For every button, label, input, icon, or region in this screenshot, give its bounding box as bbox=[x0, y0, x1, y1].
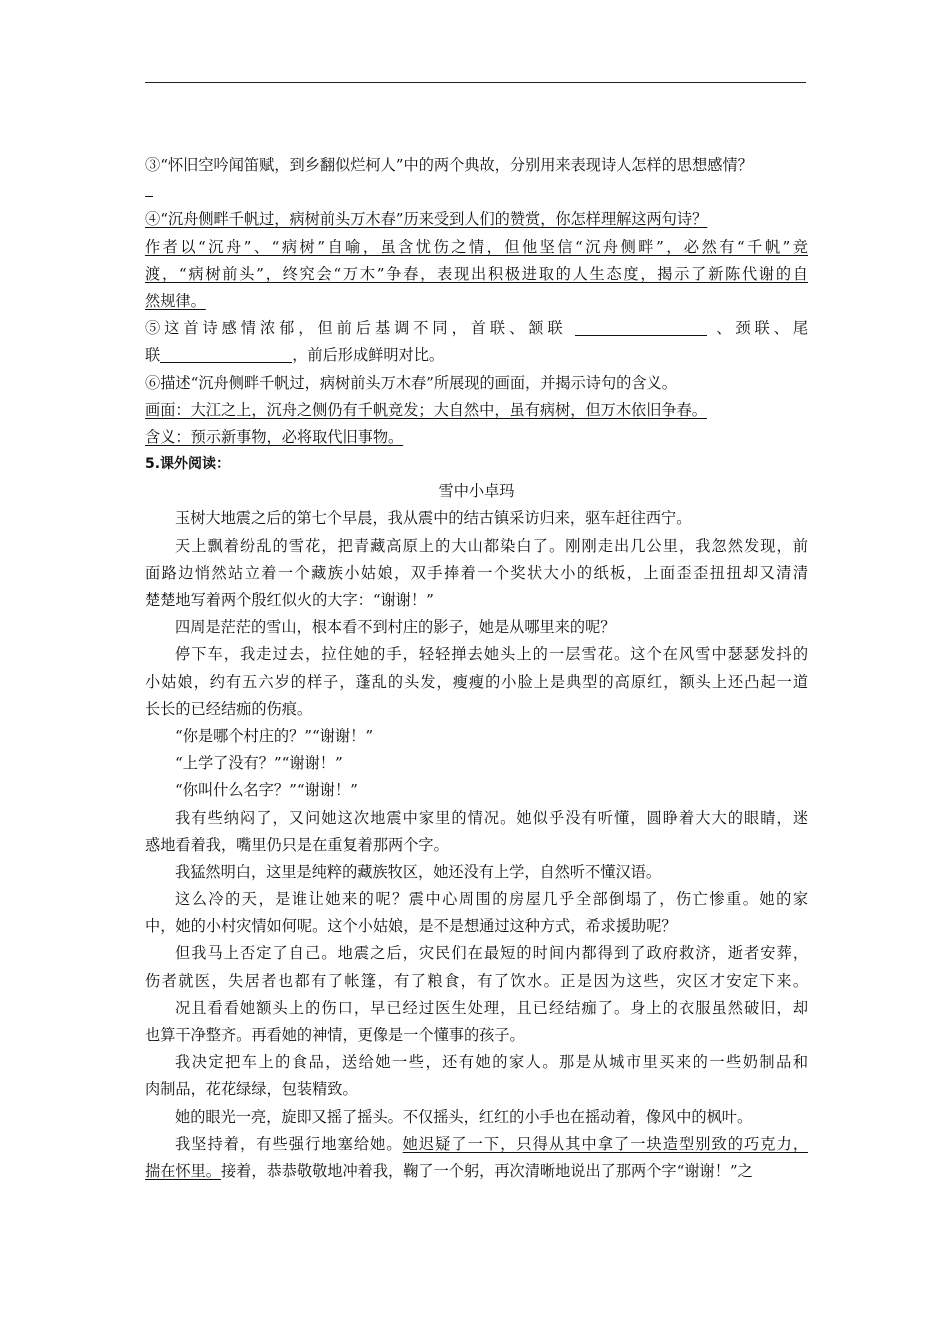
document-body bbox=[145, 152, 808, 1185]
question-5-text: 联 bbox=[145, 346, 161, 365]
story-text: 我坚持着，有些强行地塞给她。 bbox=[175, 1134, 403, 1153]
story-line: “你是哪个村庄的？”“谢谢！” bbox=[175, 726, 374, 745]
story-line: 她的眼光一亮，旋即又摇了摇头。不仅摇头，红红的小手也在摇动着，像风中的枫叶。 bbox=[175, 1107, 753, 1126]
question-4: ④“沉舟侧畔千帆过，病树前头万木春”历来受到人们的赞赏，你怎样理解这两句诗？ bbox=[145, 210, 708, 229]
question-6: ⑥描述“沉舟侧畔千帆过，病树前头万木春”所展现的画面，并揭示诗句的含义。 bbox=[145, 373, 677, 392]
section-heading: 5.课外阅读： bbox=[145, 456, 231, 473]
story-line: 伤者就医，失居者也都有了帐篷，有了粮食，有了饮水。正是因为这些，灾区才安定下来。 bbox=[145, 971, 808, 990]
story-line: 玉树大地震之后的第七个早晨，我从震中的结古镇采访归来，驱车赶往西宁。 bbox=[175, 509, 692, 528]
story-line bbox=[145, 1158, 808, 1185]
story-line: 面路边悄然站立着一个藏族小姑娘，双手捧着一个奖状大小的纸板，上面歪歪扭扭却又清清 bbox=[145, 563, 808, 582]
text-cursor[interactable] bbox=[145, 186, 153, 197]
header-rule bbox=[145, 82, 806, 83]
question-3: ③“怀旧空吟闻笛赋，到乡翻似烂柯人”中的两个典故，分别用来表现诗人怎样的思想感情？ bbox=[145, 156, 753, 174]
story-line: 惑地看着我，嘴里仍只是在重复着那两个字。 bbox=[145, 835, 449, 854]
answer-4-line: 然规律。 bbox=[145, 291, 206, 310]
story-line: 但我马上否定了自己。地震之后，灾民们在最短的时间内都得到了政府救济，逝者安葬， bbox=[175, 944, 808, 963]
answer-6-picture: 画面：大江之上，沉舟之侧仍有千帆竞发；大自然中，虽有病树，但万木依旧争春。 bbox=[145, 400, 707, 419]
story-line: 长长的已经结痂的伤痕。 bbox=[145, 699, 313, 718]
question-5-line bbox=[145, 315, 808, 342]
question-5-text: 、颈联、尾 bbox=[716, 319, 809, 338]
answer-6-meaning: 含义：预示新事物，必将取代旧事物。 bbox=[145, 427, 404, 446]
story-line: 也算干净整齐。再看她的神情，更像是一个懂事的孩子。 bbox=[145, 1026, 525, 1044]
story-line: 小姑娘，约有五六岁的样子，蓬乱的头发，瘦瘦的小脸上是典型的高原红，额头上还凸起一道 bbox=[145, 672, 808, 691]
story-body bbox=[145, 505, 808, 1130]
story-line: 四周是茫茫的雪山，根本看不到村庄的影子，她是从哪里来的呢？ bbox=[175, 618, 616, 637]
story-line: 肉制品，花花绿绿，包装精致。 bbox=[145, 1080, 358, 1099]
story-line: 中，她的小村灾情如何呢。这个小姑娘，是不是想通过这种方式，希求援助呢？ bbox=[145, 917, 677, 936]
story-text-underlined: 她迟疑了一下，只得从其中拿了一块造型别致的巧克力， bbox=[402, 1134, 809, 1153]
story-line: 我猛然明白，这里是纯粹的藏族牧区，她还没有上学，自然听不懂汉语。 bbox=[175, 862, 661, 881]
story-line: 天上飘着纷乱的雪花，把青藏高原上的大山都染白了。刚刚走出几公里，我忽然发现，前 bbox=[175, 536, 808, 555]
story-text-underlined: 揣在怀里。 bbox=[145, 1161, 221, 1180]
story-line: 我有些纳闷了，又问她这次地震中家里的情况。她似乎没有听懂，圆睁着大大的眼睛，迷 bbox=[175, 808, 808, 827]
story-line: “你叫什么名字？”“谢谢！” bbox=[175, 781, 358, 800]
story-line: 楚楚地写着两个殷红似火的大字：“谢谢！” bbox=[145, 591, 434, 609]
story-text: 接着，恭恭敬敬地冲着我，鞠了一个躬，再次清晰地说出了那两个字“谢谢！”之 bbox=[220, 1161, 753, 1180]
answer-3-blank bbox=[145, 179, 808, 206]
story-line: 这么冷的天，是谁让她来的呢？震中心周围的房屋几乎全部倒塌了，伤亡惨重。她的家 bbox=[175, 890, 808, 909]
answer-4-line: 渡，“病树前头”，终究会“万木”争春，表现出积极进取的人生态度，揭示了新陈代谢的自 bbox=[145, 264, 808, 283]
story-line: “上学了没有？”“谢谢！” bbox=[175, 754, 343, 773]
question-5-line bbox=[145, 342, 808, 369]
story-line bbox=[145, 1131, 808, 1158]
question-5-text: ⑤这首诗感情浓郁，但前后基调不同，首联、颔联 bbox=[145, 319, 567, 338]
question-5-text: ，前后形成鲜明对比。 bbox=[292, 346, 445, 365]
fill-blank[interactable] bbox=[160, 344, 292, 363]
fill-blank[interactable] bbox=[575, 317, 707, 336]
story-line: 停下车，我走过去，拉住她的手，轻轻掸去她头上的一层雪花。这个在风雪中瑟瑟发抖的 bbox=[175, 645, 808, 664]
story-line: 况且看看她额头上的伤口，早已经过医生处理，且已经结痂了。身上的衣服虽然破旧，却 bbox=[175, 998, 808, 1017]
story-line: 我决定把车上的食品，送给她一些，还有她的家人。那是从城市里买来的一些奶制品和 bbox=[175, 1053, 808, 1072]
answer-4-line: 作者以“沉舟”、“病树”自喻，虽含忧伤之情，但他坚信“沉舟侧畔”，必然有“千帆”竞 bbox=[145, 237, 808, 256]
story-title: 雪中小卓玛 bbox=[438, 482, 515, 501]
